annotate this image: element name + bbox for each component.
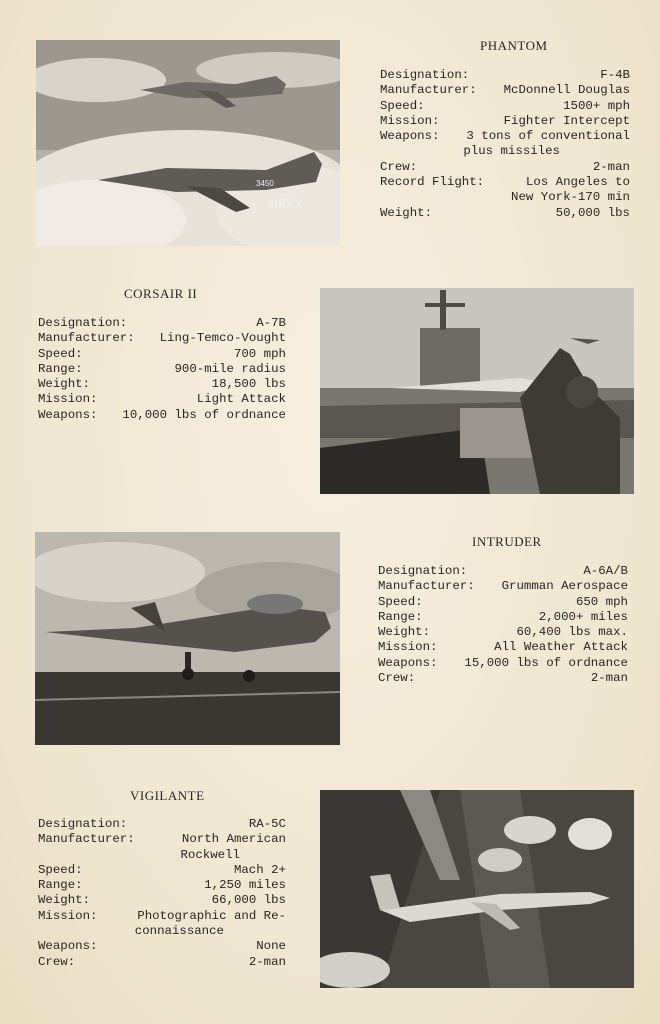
intruder-title: INTRUDER [472, 534, 542, 549]
corsair-specs [38, 316, 286, 423]
spec-label: Crew: [378, 671, 416, 686]
spec-label: Crew: [38, 954, 76, 969]
vigilante-photo [320, 790, 634, 988]
spec-label: Weight: [378, 625, 431, 640]
spec-label: Mission: [38, 908, 98, 923]
spec-row [380, 68, 630, 83]
spec-label: Weapons: [38, 939, 98, 954]
spec-label: Weapons: [38, 407, 98, 422]
spec-label: Manufacturer: [378, 579, 475, 594]
spec-value: Los Angeles to [525, 175, 630, 190]
spec-label: Designation: [378, 564, 468, 578]
spec-label: Designation: [380, 68, 470, 82]
spec-label: Crew: [380, 159, 418, 174]
spec-label: Manufacturer: [38, 331, 135, 346]
spec-label: Speed: [380, 98, 425, 113]
spec-row [380, 206, 630, 221]
spec-label: Designation: [38, 316, 128, 330]
spec-value: North American [181, 832, 286, 847]
spec-value: 15,000 lbs of ordnance [464, 655, 628, 670]
spec-row [38, 939, 286, 954]
vigilante-specs [38, 817, 286, 970]
spec-row [38, 878, 286, 893]
spec-value: 700 mph [233, 346, 286, 361]
spec-row [38, 408, 286, 423]
spec-row [38, 316, 286, 331]
spec-row [38, 347, 286, 362]
spec-row [38, 848, 286, 863]
spec-value: Mach 2+ [233, 862, 286, 877]
spec-row [380, 83, 630, 98]
phantom-specs [380, 68, 630, 221]
spec-value: 650 mph [575, 594, 628, 609]
spec-value: 3 tons of conventional [466, 129, 630, 144]
spec-label: Range: [378, 609, 423, 624]
spec-value: 60,400 lbs max. [516, 625, 628, 640]
spec-value: McDonnell Douglas [503, 83, 630, 98]
spec-row [380, 99, 630, 114]
spec-value: 1,250 miles [204, 878, 286, 893]
spec-value: 2-man [592, 159, 630, 174]
spec-value: 900-mile radius [174, 361, 286, 376]
corsair-title: CORSAIR II [124, 286, 198, 301]
spec-value: New York-170 min [511, 190, 630, 205]
spec-row [38, 817, 286, 832]
spec-value: RA-5C [248, 817, 286, 831]
spec-label: Record Flight: [380, 175, 485, 190]
phantom-photo [36, 40, 340, 246]
intruder-photo [35, 532, 340, 745]
spec-label: Mission: [378, 640, 438, 655]
spec-row [38, 392, 286, 407]
spec-label: Weight: [38, 893, 91, 908]
spec-value: connaissance [134, 924, 224, 939]
spec-value: 10,000 lbs of ordnance [122, 407, 286, 422]
spec-row [38, 362, 286, 377]
spec-value: 66,000 lbs [211, 893, 286, 908]
spec-label: Designation: [38, 817, 128, 831]
spec-row [380, 114, 630, 129]
spec-value: F-4B [600, 68, 630, 82]
spec-value: Light Attack [196, 392, 286, 407]
spec-row [380, 144, 630, 159]
spec-value: 2,000+ miles [538, 609, 628, 624]
spec-row [378, 610, 628, 625]
spec-row [38, 377, 286, 392]
spec-value: All Weather Attack [494, 640, 628, 655]
spec-label: Weight: [380, 205, 433, 220]
spec-row [38, 909, 286, 924]
spec-label: Weapons: [380, 129, 440, 144]
spec-label: Manufacturer: [380, 83, 477, 98]
phantom-photo-navy: NAVY [268, 196, 304, 211]
spec-value: 2-man [590, 671, 628, 686]
spec-label: Mission: [380, 113, 440, 128]
spec-row [378, 640, 628, 655]
spec-row [38, 924, 286, 939]
spec-value: 18,500 lbs [211, 377, 286, 392]
spec-row [378, 595, 628, 610]
spec-value: plus missiles [463, 144, 560, 159]
spec-row [378, 656, 628, 671]
spec-row [380, 175, 630, 190]
spec-value: Fighter Intercept [503, 113, 630, 128]
spec-row [38, 863, 286, 878]
spec-label: Range: [38, 361, 83, 376]
spec-row [378, 564, 628, 579]
spec-value: A-6A/B [583, 564, 628, 578]
spec-value: A-7B [256, 316, 286, 330]
spec-value: Rockwell [180, 847, 240, 862]
spec-value: Ling-Temco-Vought [159, 331, 286, 346]
spec-label: Weight: [38, 377, 91, 392]
spec-label: Range: [38, 878, 83, 893]
spec-row [38, 331, 286, 346]
spec-value: None [256, 939, 286, 954]
spec-label: Speed: [378, 594, 423, 609]
spec-row [380, 129, 630, 144]
spec-row [380, 190, 630, 205]
spec-label: Manufacturer: [38, 832, 135, 847]
spec-row [378, 625, 628, 640]
spec-label: Weapons: [378, 655, 438, 670]
spec-label: Speed: [38, 862, 83, 877]
spec-value: 2-man [248, 954, 286, 969]
spec-value: Grumman Aerospace [501, 579, 628, 594]
spec-label: Speed: [38, 346, 83, 361]
spec-label: Mission: [38, 392, 98, 407]
spec-value: 1500+ mph [563, 98, 630, 113]
spec-value: Photographic and Re- [137, 908, 286, 923]
vigilante-title: VIGILANTE [130, 788, 205, 803]
phantom-title: PHANTOM [480, 38, 548, 53]
spec-row [378, 579, 628, 594]
spec-row [38, 893, 286, 908]
spec-value: 50,000 lbs [555, 205, 630, 220]
phantom-photo-number: 3450 [256, 179, 274, 188]
spec-row [380, 160, 630, 175]
spec-row [38, 832, 286, 847]
intruder-specs [378, 564, 628, 686]
spec-row [378, 671, 628, 686]
corsair-photo [320, 288, 634, 494]
spec-row [38, 955, 286, 970]
